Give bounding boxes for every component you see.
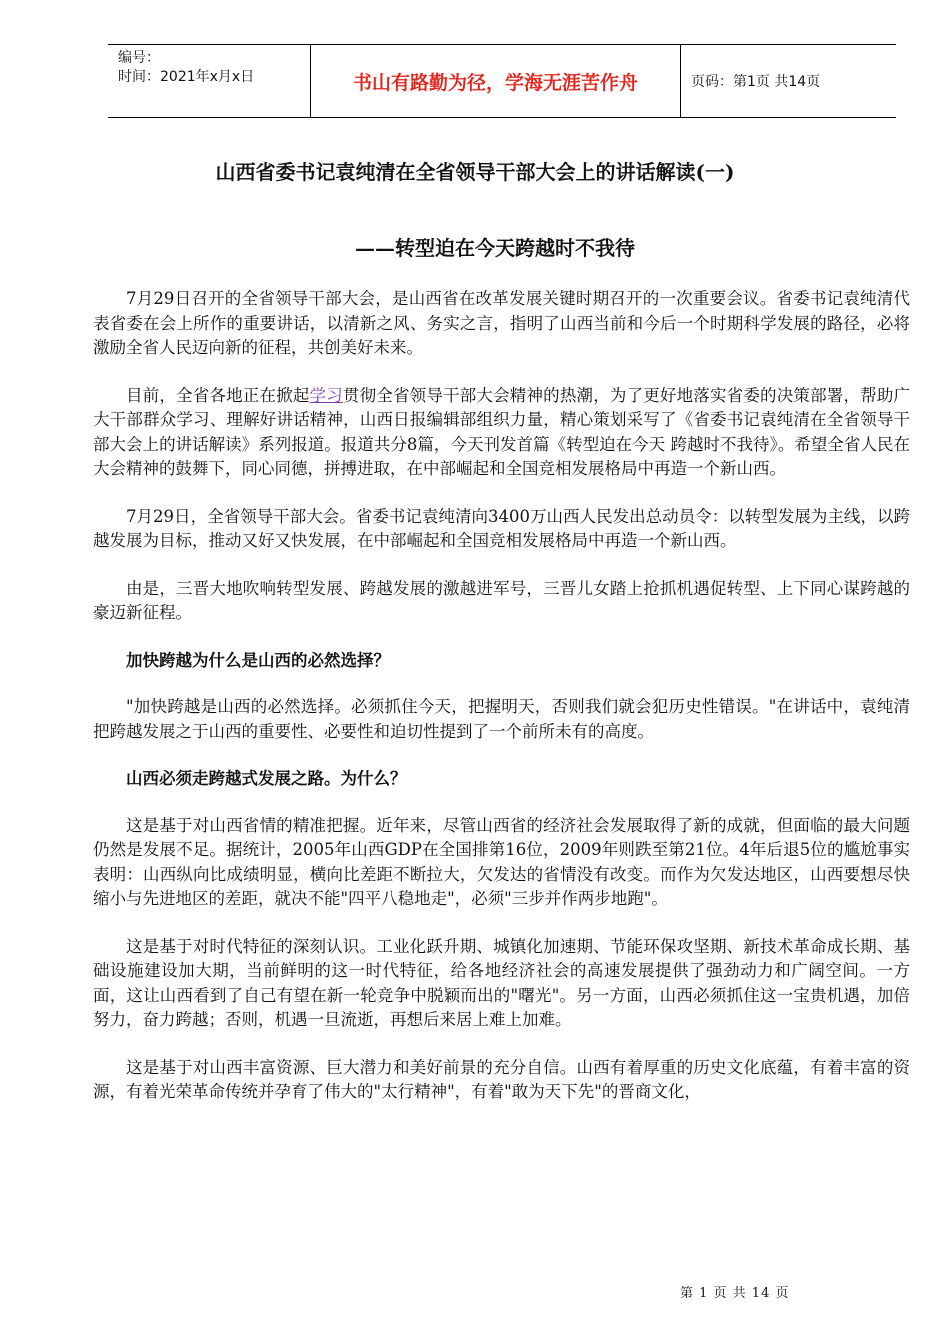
paragraph-text: 贯彻全省领导干部大会精神的热潮，为了更好地落实省委的决策部署，帮助广大干部群众学习、理解好讲话精神，山西日报编辑部组织力量，精心策划采写了《省委书记袁纯清在全省领导干部大会上的讲话解读》系列报道。报道共分8篇，今天刊发首篇《转型迫在今天 跨越时不我待》。希望全省人民在大会精神的鼓舞下，同心同德，拼搏进取，在中部崛起和全国竞相发展格局中再造一个新山西。 — [93, 385, 911, 478]
document-subtitle: ——转型迫在今天跨越时不我待 — [355, 236, 635, 260]
paragraph: 7月29日召开的全省领导干部大会，是山西省在改革发展关键时期召开的一次重要会议。省委书记袁纯清代表省委在会上所作的重要讲话，以清新之风、务实之言，指明了山西当前和今后一个时期科学发展的路径，必将激励全省人民迈向新的征程，共创美好未来。 — [93, 289, 910, 357]
document-title: 山西省委书记袁纯清在全省领导干部大会上的讲话解读(一) — [215, 160, 735, 184]
header-meta — [108, 45, 311, 117]
paragraph: 这是基于对山西丰富资源、巨大潜力和美好前景的充分自信。山西有着厚重的历史文化底蕴，有着丰富的资源，有着光荣革命传统并孕育了伟大的"太行精神"，有着"敢为天下先"的晋商文化， — [93, 1057, 910, 1101]
doc-number: 编号： — [118, 50, 160, 66]
section-question: 加快跨越为什么是山西的必然选择？ — [126, 650, 390, 670]
article-body — [93, 287, 910, 1128]
page-header — [108, 44, 896, 118]
paragraph: 这是基于对时代特征的深刻认识。工业化跃升期、城镇化加速期、节能环保攻坚期、新技术革命成长期、基础设施建设加大期，当前鲜明的这一时代特征，给各地经济社会的高速发展提供了强劲动力和广阔空间。一方面，这让山西看到了自己有望在新一轮竞争中脱颖而出的"曙光"。另一方面，山西必须抓住这一宝贵机遇，加倍努力，奋力跨越；否则，机遇一旦流逝，再想后来居上难上加难。 — [93, 936, 910, 1029]
page-footer: 第 1 页 共 14 页 — [680, 1286, 790, 1301]
paragraph: 这是基于对山西省情的精准把握。近年来，尽管山西省的经济社会发展取得了新的成就，但面临的最大问题仍然是发展不足。据统计，2005年山西GDP在全国排第16位，2009年则跌至第21位。4年后退5位的尴尬事实表明：山西纵向比成绩明显，横向比差距不断拉大，欠发达的省情没有改变。而作为欠发达地区，山西要想尽快缩小与先进地区的差距，就决不能"四平八稳地走"，必须"三步并作两步地跑"。 — [93, 815, 910, 908]
paragraph — [93, 384, 910, 482]
header-motto: 书山有路勤为径，学海无涯苦作舟 — [311, 45, 681, 117]
paragraph: 由是，三晋大地吹响转型发展、跨越发展的激越进军号，三晋儿女踏上抢抓机遇促转型、上下同心谋跨越的豪迈新征程。 — [93, 578, 910, 622]
paragraph: "加快跨越是山西的必然选择。必须抓住今天，把握明天，否则我们就会犯历史性错误。"在讲话中，袁纯清把跨越发展之于山西的重要性、必要性和迫切性提到了一个前所未有的高度。 — [93, 697, 910, 741]
doc-time: 时间：2021年x月x日 — [118, 69, 255, 85]
header-page-info: 页码：第1页 共14页 — [691, 74, 821, 90]
study-link[interactable]: 学习 — [309, 385, 343, 405]
paragraph: 7月29日，全省领导干部大会。省委书记袁纯清向3400万山西人民发出总动员令：以转型发展为主线，以跨越发展为目标，推动又好又快发展，在中部崛起和全国竞相发展格局中再造一个新山西。 — [93, 506, 910, 550]
paragraph-text: 目前，全省各地正在掀起 — [126, 385, 310, 405]
section-question: 山西必须走跨越式发展之路。为什么？ — [126, 769, 407, 788]
